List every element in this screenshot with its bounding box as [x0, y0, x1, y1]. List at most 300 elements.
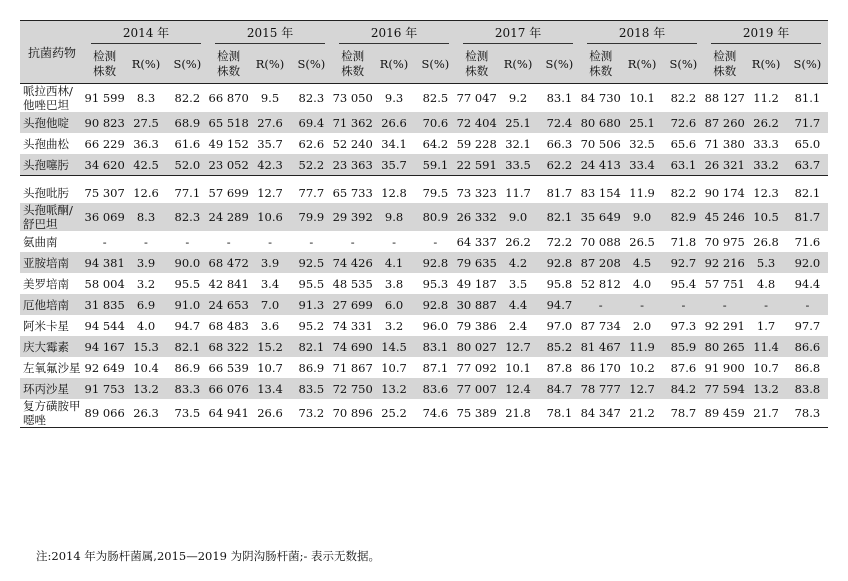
susceptible-cell: 82.1	[794, 185, 821, 200]
susceptible-cell: 78.7	[663, 399, 704, 428]
table-footnote: 注:2014 年为肠杆菌属,2015—2019 为阴沟肠杆菌;- 表示无数据。	[36, 549, 381, 563]
count-cell: 83 154	[580, 185, 621, 200]
count-cell: 68 483	[208, 318, 249, 333]
susceptible-cell: 64.2	[422, 136, 449, 151]
resistance-cell: 11.7	[505, 185, 531, 200]
table-body	[20, 84, 828, 428]
drug-name-cell: 左氧氟沙星	[23, 360, 81, 375]
count-cell: -	[580, 294, 621, 315]
count-column-header: 检测 株数	[456, 45, 497, 84]
resistance-cell: 9.5	[260, 91, 280, 105]
table-row	[20, 133, 828, 154]
resistance-cell: 6.0	[373, 294, 414, 315]
resistance-column-header: R(%)	[125, 45, 166, 84]
count-cell: 64 337	[456, 234, 497, 249]
count-cell: 22 591	[456, 154, 497, 176]
table-row	[20, 315, 828, 336]
susceptible-cell: 77.1	[174, 185, 201, 200]
count-cell: 80 265	[704, 336, 745, 357]
resistance-cell: 5.3	[745, 252, 786, 273]
susceptible-cell: 62.2	[539, 154, 580, 176]
count-cell: 80 680	[580, 112, 621, 133]
count-column-header: 检测 株数	[704, 45, 745, 84]
resistance-cell: 13.2	[373, 378, 414, 399]
count-cell: 87 734	[580, 318, 621, 333]
count-cell: 65 733	[332, 185, 373, 200]
count-cell: 70 896	[332, 399, 373, 428]
susceptible-cell: 84.2	[663, 378, 704, 399]
susceptible-cell: 78.3	[787, 399, 828, 428]
resistance-cell: 42.5	[125, 154, 166, 176]
table-row	[20, 273, 828, 294]
resistance-cell: 26.2	[505, 234, 531, 249]
resistance-cell: 27.6	[249, 112, 290, 133]
drug-name-cell: 氨曲南	[23, 234, 58, 249]
resistance-cell: 12.3	[753, 185, 779, 200]
susceptible-cell: 79.9	[291, 203, 332, 231]
susceptible-cell: 66.3	[546, 136, 573, 151]
count-cell: 90 174	[704, 185, 745, 200]
resistance-cell: 26.8	[753, 234, 779, 249]
resistance-cell: 3.8	[384, 276, 404, 291]
resistance-cell: 4.2	[497, 252, 538, 273]
count-cell: 86 170	[580, 360, 621, 375]
resistance-cell: 10.1	[629, 91, 655, 105]
susceptible-cell: 83.6	[415, 378, 456, 399]
susceptible-cell: 52.0	[167, 154, 208, 176]
resistance-cell: 3.9	[249, 252, 290, 273]
resistance-column-header: R(%)	[249, 45, 290, 84]
count-cell: 70 975	[704, 234, 745, 249]
resistance-cell: 12.4	[497, 378, 538, 399]
susceptible-cell: -	[433, 234, 438, 249]
susceptible-cell: 87.1	[422, 360, 449, 375]
resistance-cell: 8.3	[136, 91, 156, 105]
susceptible-cell: 83.5	[291, 378, 332, 399]
count-cell: 87 208	[580, 252, 621, 273]
count-cell: 52 240	[332, 136, 373, 151]
resistance-cell: 32.1	[505, 136, 531, 151]
table-row	[20, 203, 828, 231]
table-row	[20, 336, 828, 357]
resistance-cell: 34.1	[381, 136, 407, 151]
resistance-cell: 26.6	[249, 399, 290, 428]
count-cell: 71 867	[332, 360, 373, 375]
table-row	[20, 294, 828, 315]
count-cell: -	[350, 234, 355, 249]
count-cell: 91 753	[84, 378, 125, 399]
count-cell: 49 152	[208, 136, 249, 151]
resistance-column-header: R(%)	[621, 45, 662, 84]
table-row	[20, 399, 828, 428]
susceptible-cell: 92.8	[415, 294, 456, 315]
count-cell: 78 777	[580, 378, 621, 399]
susceptible-cell: 94.7	[174, 318, 201, 333]
resistance-cell: 36.3	[133, 136, 159, 151]
resistance-cell: 10.7	[257, 360, 283, 375]
resistance-cell: -	[392, 234, 396, 249]
drug-name-cell: 厄他培南	[20, 294, 84, 315]
year-header: 2019 年	[704, 21, 828, 46]
count-cell: 94 381	[84, 252, 125, 273]
resistance-cell: 3.2	[136, 276, 156, 291]
count-cell: 66 076	[208, 378, 249, 399]
count-cell: 29 392	[332, 203, 373, 231]
susceptible-cell: 72.4	[539, 112, 580, 133]
susceptible-cell: -	[787, 294, 828, 315]
resistance-cell: 15.2	[249, 336, 290, 357]
table-row	[20, 357, 828, 378]
resistance-cell: 12.7	[257, 185, 283, 200]
resistance-cell: 42.3	[249, 154, 290, 176]
susceptible-cell: 81.7	[787, 203, 828, 231]
resistance-cell: 1.7	[756, 318, 776, 333]
susceptible-column-header: S(%)	[787, 45, 828, 84]
table-row	[20, 84, 828, 113]
year-header: 2016 年	[332, 21, 456, 46]
count-cell: -	[226, 234, 231, 249]
count-cell: 31 835	[84, 294, 125, 315]
resistance-cell: 27.5	[125, 112, 166, 133]
resistance-cell: 35.7	[257, 136, 283, 151]
susceptible-cell: 90.0	[167, 252, 208, 273]
resistance-cell: 26.3	[125, 399, 166, 428]
resistance-cell: 13.2	[125, 378, 166, 399]
count-cell: 77 047	[456, 91, 497, 105]
susceptible-cell: 59.1	[415, 154, 456, 176]
resistance-cell: 4.4	[497, 294, 538, 315]
resistance-cell: 9.0	[497, 203, 538, 231]
susceptible-cell: 65.6	[670, 136, 697, 151]
resistance-cell: 11.4	[745, 336, 786, 357]
resistance-cell: 6.9	[125, 294, 166, 315]
resistance-cell: 33.2	[745, 154, 786, 176]
susceptible-cell: 86.9	[298, 360, 325, 375]
susceptible-column-header: S(%)	[167, 45, 208, 84]
susceptible-cell: 69.4	[291, 112, 332, 133]
count-cell: 74 426	[332, 252, 373, 273]
resistance-table	[20, 20, 828, 428]
susceptible-cell: -	[663, 294, 704, 315]
resistance-cell: 9.2	[508, 91, 528, 105]
count-cell: 23 363	[332, 154, 373, 176]
count-cell: 74 690	[332, 336, 373, 357]
resistance-column-header: R(%)	[373, 45, 414, 84]
resistance-cell: 9.3	[384, 91, 404, 105]
resistance-cell: 33.4	[621, 154, 662, 176]
susceptible-cell: 87.6	[670, 360, 697, 375]
count-cell: 57 699	[208, 185, 249, 200]
susceptible-cell: 73.2	[291, 399, 332, 428]
susceptible-cell: 71.7	[787, 112, 828, 133]
resistance-cell: 10.7	[753, 360, 779, 375]
susceptible-cell: 81.1	[794, 91, 821, 105]
year-header-row	[20, 21, 828, 46]
susceptible-cell: 91.3	[291, 294, 332, 315]
resistance-cell: 10.7	[381, 360, 407, 375]
susceptible-cell: 83.1	[546, 91, 573, 105]
susceptible-cell: 62.6	[298, 136, 325, 151]
resistance-cell: 12.6	[133, 185, 159, 200]
count-cell: 92 291	[704, 318, 745, 333]
susceptible-cell: 80.9	[415, 203, 456, 231]
drug-column-header: 抗菌药物	[20, 21, 84, 84]
count-cell: 84 730	[580, 91, 621, 105]
count-cell: 84 347	[580, 399, 621, 428]
year-header: 2017 年	[456, 21, 580, 46]
susceptible-cell: 95.4	[670, 276, 697, 291]
resistance-cell: 10.1	[505, 360, 531, 375]
drug-name-cell: 亚胺培南	[20, 252, 84, 273]
resistance-cell: -	[745, 294, 786, 315]
resistance-cell: 12.8	[381, 185, 407, 200]
count-cell: 35 649	[580, 203, 621, 231]
resistance-cell: 21.7	[745, 399, 786, 428]
resistance-cell: -	[268, 234, 272, 249]
resistance-cell: 21.2	[621, 399, 662, 428]
susceptible-column-header: S(%)	[291, 45, 332, 84]
resistance-cell: 9.8	[373, 203, 414, 231]
count-cell: 87 260	[704, 112, 745, 133]
count-cell: 66 870	[208, 91, 249, 105]
resistance-cell: 3.4	[260, 276, 280, 291]
count-cell: 42 841	[208, 276, 249, 291]
count-column-header: 检测 株数	[580, 45, 621, 84]
susceptible-cell: -	[309, 234, 314, 249]
susceptible-cell: 71.8	[670, 234, 697, 249]
susceptible-cell: 87.8	[546, 360, 573, 375]
drug-name-cell: 庆大霉素	[20, 336, 84, 357]
count-cell: 58 004	[84, 276, 125, 291]
year-header: 2015 年	[208, 21, 332, 46]
count-cell: 27 699	[332, 294, 373, 315]
susceptible-cell: 92.8	[539, 252, 580, 273]
count-cell: 77 007	[456, 378, 497, 399]
susceptible-cell: 92.8	[415, 252, 456, 273]
susceptible-cell: 82.5	[422, 91, 449, 105]
resistance-cell: 26.6	[373, 112, 414, 133]
count-cell: 72 404	[456, 112, 497, 133]
susceptible-column-header: S(%)	[415, 45, 456, 84]
drug-name-cell: 头孢吡肟	[23, 185, 69, 200]
susceptible-cell: 81.7	[546, 185, 573, 200]
count-cell: -	[704, 294, 745, 315]
table-row	[20, 154, 828, 176]
susceptible-cell: 79.5	[422, 185, 449, 200]
drug-name-cell: 阿米卡星	[23, 318, 69, 333]
susceptible-cell: 52.2	[291, 154, 332, 176]
count-cell: 57 751	[704, 276, 745, 291]
susceptible-cell: 73.5	[167, 399, 208, 428]
count-cell: 91 900	[704, 360, 745, 375]
count-cell: 90 823	[84, 112, 125, 133]
count-cell: 94 544	[84, 318, 125, 333]
count-cell: -	[102, 234, 107, 249]
susceptible-cell: 85.9	[663, 336, 704, 357]
table-row	[20, 231, 828, 252]
resistance-cell: 4.0	[136, 318, 156, 333]
resistance-cell: 11.2	[753, 91, 779, 105]
susceptible-cell: 95.5	[298, 276, 325, 291]
year-header: 2014 年	[84, 21, 208, 46]
count-cell: 48 535	[332, 276, 373, 291]
resistance-cell: 3.6	[260, 318, 280, 333]
susceptible-cell: 82.3	[298, 91, 325, 105]
resistance-cell: 7.0	[249, 294, 290, 315]
resistance-cell: 10.6	[249, 203, 290, 231]
susceptible-cell: 86.9	[174, 360, 201, 375]
count-cell: 52 812	[580, 276, 621, 291]
count-cell: 88 127	[704, 91, 745, 105]
susceptible-cell: 82.1	[291, 336, 332, 357]
susceptible-cell: 68.9	[167, 112, 208, 133]
drug-name-cell: 环丙沙星	[20, 378, 84, 399]
resistance-cell: 3.9	[125, 252, 166, 273]
susceptible-cell: 86.8	[794, 360, 821, 375]
drug-name-cell: 头孢他啶	[20, 112, 84, 133]
resistance-cell: 25.1	[497, 112, 538, 133]
count-cell: 45 246	[704, 203, 745, 231]
susceptible-cell: 94.4	[794, 276, 821, 291]
count-cell: 71 380	[704, 136, 745, 151]
susceptible-cell: 96.0	[422, 318, 449, 333]
count-cell: 92 216	[704, 252, 745, 273]
table-row	[20, 112, 828, 133]
drug-name-cell: 头孢噻肟	[20, 154, 84, 176]
count-cell: 73 050	[332, 91, 373, 105]
resistance-cell: 10.5	[745, 203, 786, 231]
count-cell: 26 321	[704, 154, 745, 176]
susceptible-cell: 82.2	[670, 185, 697, 200]
susceptible-cell: 92.7	[663, 252, 704, 273]
susceptible-cell: 94.7	[539, 294, 580, 315]
resistance-table-container	[20, 20, 828, 428]
sub-header-row	[20, 45, 828, 84]
susceptible-cell: 85.2	[539, 336, 580, 357]
count-cell: 59 228	[456, 136, 497, 151]
susceptible-column-header: S(%)	[663, 45, 704, 84]
susceptible-cell: 82.1	[167, 336, 208, 357]
susceptible-cell: 95.3	[422, 276, 449, 291]
count-cell: 65 518	[208, 112, 249, 133]
susceptible-cell: -	[185, 234, 190, 249]
susceptible-cell: 95.8	[546, 276, 573, 291]
count-cell: 30 887	[456, 294, 497, 315]
susceptible-cell: 74.6	[415, 399, 456, 428]
susceptible-cell: 63.7	[787, 154, 828, 176]
drug-name-cell: 头孢哌酮/舒巴坦	[20, 203, 84, 231]
susceptible-cell: 61.6	[174, 136, 201, 151]
count-cell: 79 386	[456, 318, 497, 333]
resistance-cell: 25.2	[373, 399, 414, 428]
susceptible-cell: 95.2	[298, 318, 325, 333]
count-cell: 49 187	[456, 276, 497, 291]
table-row	[20, 252, 828, 273]
susceptible-cell: 97.7	[794, 318, 821, 333]
count-cell: 24 653	[208, 294, 249, 315]
count-cell: 71 362	[332, 112, 373, 133]
resistance-cell: 3.2	[384, 318, 404, 333]
resistance-cell: 33.5	[497, 154, 538, 176]
susceptible-cell: 84.7	[539, 378, 580, 399]
susceptible-cell: 65.0	[794, 136, 821, 151]
count-cell: 89 459	[704, 399, 745, 428]
count-column-header: 检测 株数	[84, 45, 125, 84]
count-cell: 89 066	[84, 399, 125, 428]
susceptible-cell: 83.8	[787, 378, 828, 399]
susceptible-cell: 77.7	[298, 185, 325, 200]
susceptible-cell: 72.6	[663, 112, 704, 133]
susceptible-cell: 82.1	[539, 203, 580, 231]
resistance-cell: 32.5	[629, 136, 655, 151]
resistance-cell: 11.9	[621, 336, 662, 357]
resistance-cell: 33.3	[753, 136, 779, 151]
susceptible-cell: 70.6	[415, 112, 456, 133]
count-column-header: 检测 株数	[332, 45, 373, 84]
susceptible-cell: 97.0	[546, 318, 573, 333]
resistance-cell: 21.8	[497, 399, 538, 428]
susceptible-cell: 72.2	[546, 234, 573, 249]
count-column-header: 检测 株数	[208, 45, 249, 84]
count-cell: 80 027	[456, 336, 497, 357]
count-cell: 36 069	[84, 203, 125, 231]
count-cell: 79 635	[456, 252, 497, 273]
susceptible-cell: 95.5	[174, 276, 201, 291]
count-cell: 66 539	[208, 360, 249, 375]
resistance-cell: 2.0	[632, 318, 652, 333]
resistance-cell: 4.8	[756, 276, 776, 291]
count-cell: 91 599	[84, 91, 125, 105]
count-cell: 70 506	[580, 136, 621, 151]
drug-name-cell: 头孢曲松	[23, 136, 69, 151]
resistance-cell: 11.9	[629, 185, 655, 200]
table-row	[20, 378, 828, 399]
susceptible-cell: 86.6	[787, 336, 828, 357]
susceptible-cell: 63.1	[663, 154, 704, 176]
count-cell: 75 389	[456, 399, 497, 428]
resistance-cell: 26.5	[629, 234, 655, 249]
resistance-cell: 4.0	[632, 276, 652, 291]
resistance-cell: 26.2	[745, 112, 786, 133]
susceptible-cell: 91.0	[167, 294, 208, 315]
susceptible-cell: 71.6	[794, 234, 821, 249]
susceptible-cell: 83.1	[415, 336, 456, 357]
count-cell: 92 649	[84, 360, 125, 375]
resistance-cell: 10.2	[629, 360, 655, 375]
count-cell: 64 941	[208, 399, 249, 428]
resistance-cell: 12.7	[497, 336, 538, 357]
resistance-cell: 2.4	[508, 318, 528, 333]
resistance-cell: 14.5	[373, 336, 414, 357]
resistance-cell: 12.7	[621, 378, 662, 399]
count-cell: 70 088	[580, 234, 621, 249]
resistance-column-header: R(%)	[497, 45, 538, 84]
drug-name-cell: 美罗培南	[23, 276, 69, 291]
count-cell: 72 750	[332, 378, 373, 399]
resistance-cell: 13.4	[249, 378, 290, 399]
year-header: 2018 年	[580, 21, 704, 46]
susceptible-cell: 83.3	[167, 378, 208, 399]
resistance-column-header: R(%)	[745, 45, 786, 84]
count-cell: 74 331	[332, 318, 373, 333]
table-row	[20, 182, 828, 203]
count-cell: 68 472	[208, 252, 249, 273]
susceptible-cell: 82.3	[167, 203, 208, 231]
resistance-cell: 10.4	[133, 360, 159, 375]
susceptible-cell: 92.5	[291, 252, 332, 273]
resistance-cell: 15.3	[125, 336, 166, 357]
resistance-cell: 35.7	[373, 154, 414, 176]
